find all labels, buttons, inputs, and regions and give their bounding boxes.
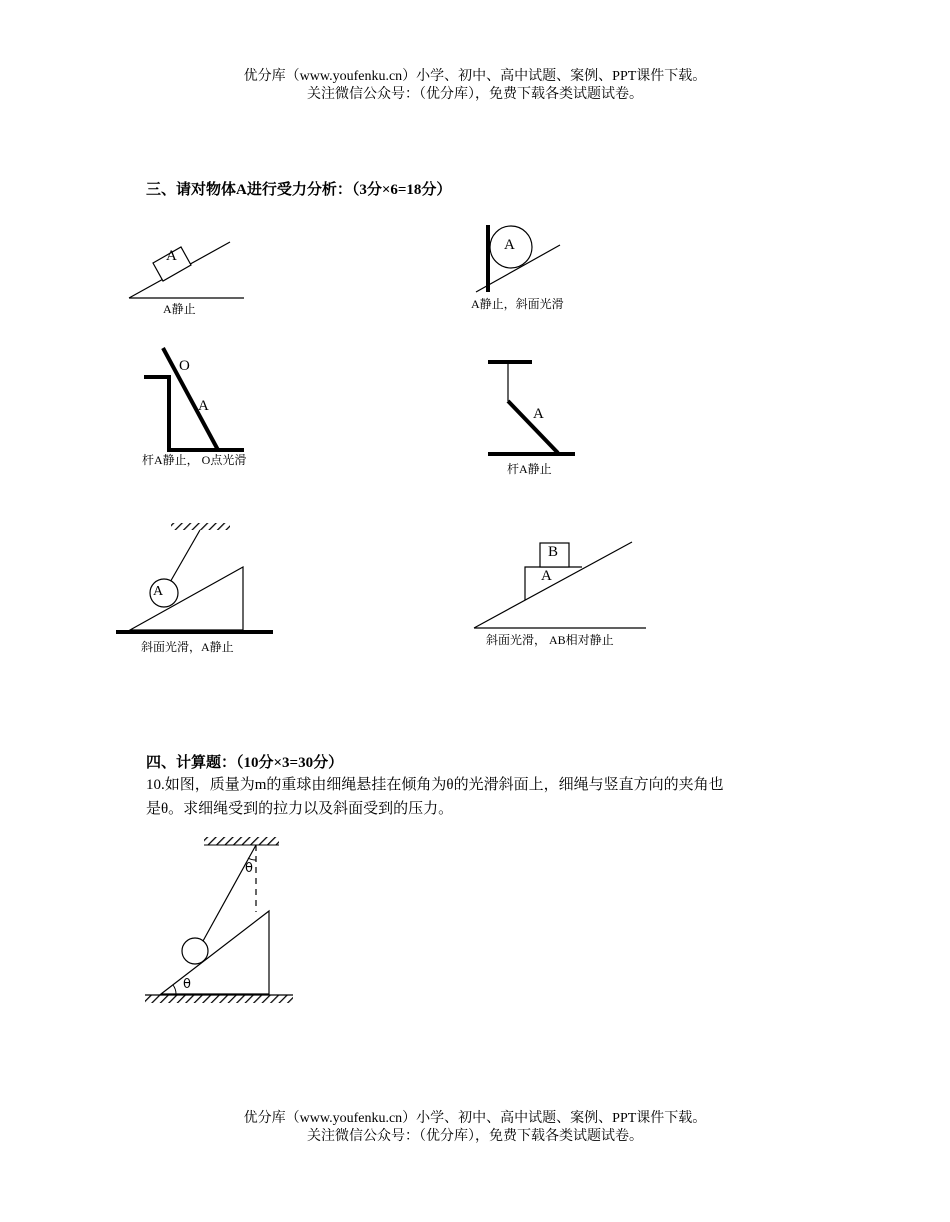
- problem-10-line-1: 10.如图，质量为m的重球由细绳悬挂在倾角为θ的光滑斜面上，细绳与竖直方向的夹角也: [146, 777, 724, 793]
- fig3-label-o: O: [179, 358, 190, 374]
- p10-theta-top: θ: [245, 861, 253, 876]
- p10-ceiling: [204, 837, 279, 845]
- figure-2-ball-wall-incline: [476, 225, 560, 292]
- p10-theta-bottom: θ: [183, 977, 191, 992]
- fig5-string: [169, 530, 200, 584]
- fig3-label-a: A: [198, 398, 209, 414]
- problem-10-figure: [145, 837, 293, 1003]
- fig6-label-a: A: [541, 568, 552, 584]
- p10-angle-arc-bottom: [173, 985, 176, 994]
- fig5-caption: 斜面光滑，A静止: [141, 640, 234, 654]
- figure-6-stacked-blocks: [474, 542, 646, 628]
- fig4-label-a: A: [533, 406, 544, 422]
- fig1-label-a: A: [166, 248, 177, 264]
- footer-line-1: 优分库（www.youfenku.cn）小学、初中、高中试题、案例、PPT课件下载。: [243, 1111, 707, 1126]
- section-4-title: 四、计算题：（10分×3=30分）: [146, 755, 344, 771]
- footer-line-2: 关注微信公众号：（优分库），免费下载各类试题试卷。: [307, 1129, 643, 1144]
- section-3-title: 三、请对物体A进行受力分析：（3分×6=18分）: [146, 182, 452, 198]
- fig5-label-a: A: [153, 584, 164, 599]
- fig2-label-a: A: [504, 237, 515, 253]
- figure-5-ball-hanging-on-incline: [116, 523, 273, 632]
- fig5-incline: [130, 567, 243, 630]
- p10-ground: [145, 995, 293, 1003]
- fig3-rod-a: [163, 348, 218, 450]
- problem-10-line-2: 是θ。求细绳受到的拉力以及斜面受到的压力。: [146, 801, 454, 817]
- p10-incline: [161, 911, 269, 994]
- fig3-step: [144, 377, 169, 452]
- header-line-1: 优分库（www.youfenku.cn）小学、初中、高中试题、案例、PPT课件下载。: [243, 69, 707, 84]
- figure-4-hanging-rod: [488, 362, 575, 454]
- fig5-ceiling: [171, 523, 230, 530]
- p10-angle-arc-top: [248, 858, 256, 860]
- fig6-label-b: B: [548, 544, 559, 560]
- fig1-caption: A静止: [163, 302, 196, 316]
- header-line-2: 关注微信公众号：（优分库），免费下载各类试题试卷。: [307, 87, 643, 102]
- figure-1-block-on-incline: [129, 242, 244, 298]
- fig3-caption: 杆A静止， O点光滑: [142, 453, 247, 467]
- fig2-caption: A静止，斜面光滑: [471, 297, 564, 311]
- p10-ball: [182, 938, 208, 964]
- fig6-caption: 斜面光滑， AB相对静止: [486, 633, 614, 647]
- fig4-caption: 杆A静止: [507, 462, 552, 476]
- figure-3-rod-on-step: [144, 348, 244, 452]
